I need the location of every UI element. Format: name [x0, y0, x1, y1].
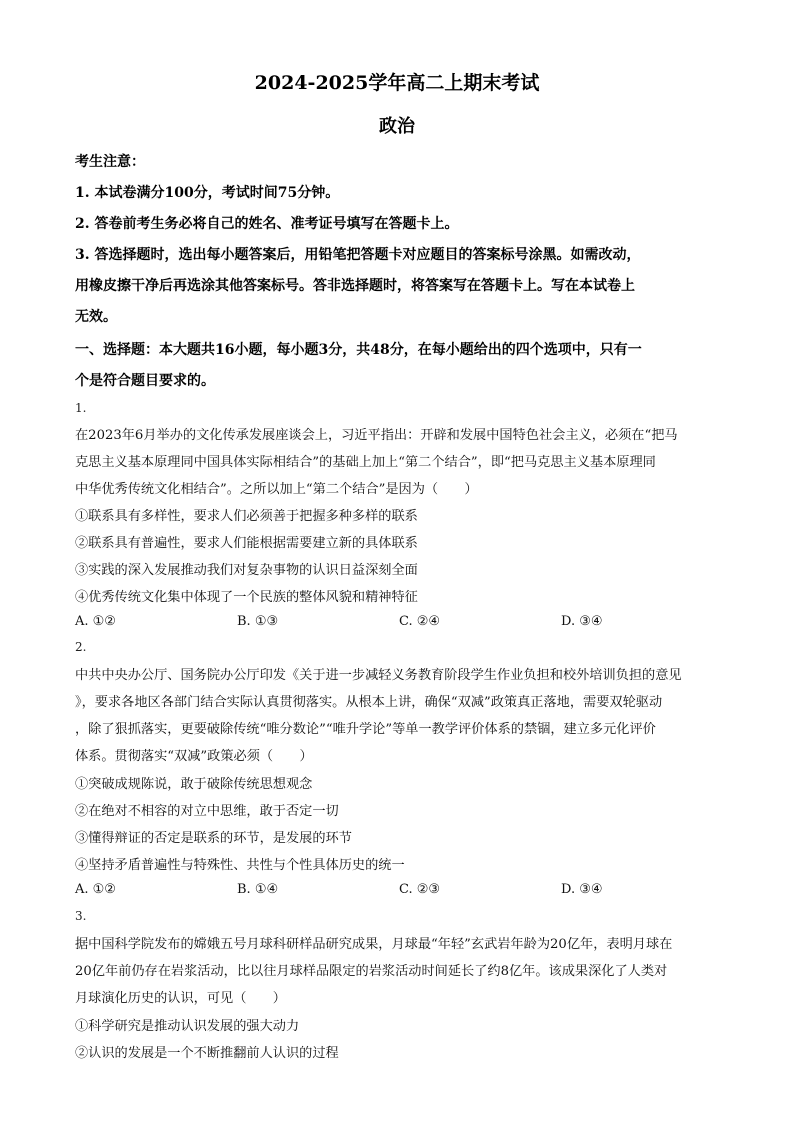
notice-item: 用橡皮擦干净后再选涂其他答案标号。答非选择题时，将答案写在答题卡上。写在本试卷上: [75, 278, 635, 294]
statement: ③实践的深入发展推动我们对复杂事物的认识日益深刻全面: [75, 563, 418, 578]
options-row: [75, 614, 635, 632]
statement: ②联系具有普遍性，要求人们能根据需要建立新的具体联系: [75, 536, 418, 551]
statement: ②在绝对不相容的对立中思维，敢于否定一切: [75, 804, 339, 819]
notice-item: 2. 答卷前考生务必将自己的姓名、准考证号填写在答题卡上。: [75, 216, 459, 232]
statement: ①突破成规陈说，敢于破除传统思想观念: [75, 777, 313, 792]
option-d[interactable]: D. ③④: [561, 882, 603, 897]
option-b[interactable]: B. ①③: [237, 614, 279, 629]
question-number: 1.: [75, 401, 87, 415]
option-a[interactable]: A. ①②: [75, 614, 116, 629]
statement: ④优秀传统文化集中体现了一个民族的整体风貌和精神特征: [75, 590, 418, 605]
question-stem: 在2023年6月举办的文化传承发展座谈会上，习近平指出：开辟和发展中国特色社会主义，必须在“把马: [75, 428, 678, 443]
statement: ①科学研究是推动认识发展的强大动力: [75, 1019, 300, 1034]
option-a[interactable]: A. ①②: [75, 882, 116, 897]
option-c[interactable]: C. ②③: [399, 882, 441, 897]
statement: ②认识的发展是一个不断推翻前人认识的过程: [75, 1046, 339, 1061]
option-d[interactable]: D. ③④: [561, 614, 603, 629]
question-stem: 据中国科学院发布的嫦娥五号月球科研样品研究成果，月球最“年轻”玄武岩年龄为20亿年，表明月球在: [75, 937, 673, 952]
question-stem: 20亿年前仍存在岩浆活动，比以往月球样品限定的岩浆活动时间延长了约8亿年。该成果深化了人类对: [75, 964, 668, 979]
question-stem: ，除了狠抓落实，更要破除传统“唯分数论”“唯升学论”等单一教学评价体系的禁锢，建立多元化评价: [75, 722, 656, 737]
question-number: 2.: [75, 640, 87, 654]
statement: ①联系具有多样性，要求人们必须善于把握多种多样的联系: [75, 509, 418, 524]
option-b[interactable]: B. ①④: [237, 882, 279, 897]
question-stem: 克思主义基本原理同中国具体实际相结合”的基础上加上“第二个结合”，即“把马克思主义基本原理同: [75, 455, 656, 470]
exam-title: 2024-2025学年高二上期末考试: [254, 72, 540, 94]
question-stem: 》，要求各地区各部门结合实际认真贯彻落实。从根本上讲，确保“双减”政策真正落地，需要双轮驱动: [75, 695, 663, 710]
notice-item: 3. 答选择题时，选出每小题答案后，用铅笔把答题卡对应题目的答案标号涂黑。如需改动，: [75, 247, 641, 263]
section-heading: 一、选择题：本大题共16小题，每小题3分，共48分，在每小题给出的四个选项中，只有一: [75, 342, 642, 358]
section-heading: 个是符合题目要求的。: [75, 373, 215, 389]
question-stem: 体系。贯彻落实“双减”政策必须（ ）: [75, 749, 313, 764]
notice-item: 无效。: [75, 309, 117, 325]
options-row: [75, 882, 635, 900]
notice-heading: 考生注意：: [75, 154, 145, 170]
question-stem: 中共中央办公厅、国务院办公厅印发《关于进一步减轻义务教育阶段学生作业负担和校外培训负担的意见: [75, 668, 682, 683]
statement: ④坚持矛盾普遍性与特殊性、共性与个性具体历史的统一: [75, 858, 405, 873]
exam-subject: 政治: [379, 116, 415, 137]
question-number: 3.: [75, 909, 87, 923]
option-c[interactable]: C. ②④: [399, 614, 441, 629]
question-stem: 月球演化历史的认识，可见（ ）: [75, 991, 286, 1006]
notice-item: 1. 本试卷满分100分，考试时间75分钟。: [75, 185, 340, 201]
statement: ③懂得辩证的否定是联系的环节，是发展的环节: [75, 831, 352, 846]
question-stem: 中华优秀传统文化相结合”。之所以加上“第二个结合”是因为（ ）: [75, 482, 478, 497]
